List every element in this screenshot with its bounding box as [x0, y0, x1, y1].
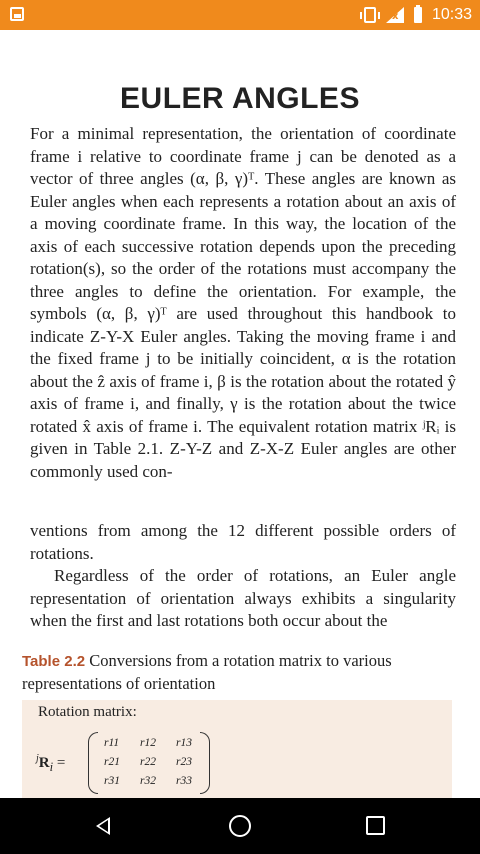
rotation-matrix — [88, 732, 210, 798]
gallery-icon — [10, 7, 24, 21]
paragraph-3: Regardless of the order of rotations, an Euler angle representation of orientation always exhibits a singularity when the first and last rotations both occur about the — [30, 566, 456, 630]
matrix-cell: r32 — [140, 775, 156, 787]
vibrate-icon — [364, 7, 376, 23]
matrix-cell: r22 — [140, 756, 156, 768]
signal-icon: x — [386, 7, 404, 23]
back-icon[interactable] — [96, 817, 110, 835]
right-paren — [200, 732, 210, 794]
section-heading: EULER ANGLES — [120, 82, 360, 115]
navigation-bar — [0, 798, 480, 854]
table-caption — [22, 650, 454, 695]
battery-icon — [414, 7, 422, 23]
table-box — [22, 700, 452, 798]
recent-apps-icon[interactable] — [366, 816, 385, 835]
status-bar — [0, 0, 480, 30]
paragraph-1: For a minimal representation, the orientation of coordinate frame i relative to coordinate frame j can be denoted as a vector of three angles (α, β, γ)ᵀ. These angles are known as Euler angles when each represents a rotation about an axis of a moving coordinate frame. In this way, the location of the axis of each successive rotation depends upon the preceding rotation(s), so the order of the rotations must accompany the three angles to define the orientation. For example, the symbols (α, β, γ)ᵀ are used throughout this handbook to indicate Z-Y-X Euler angles. Taking the moving frame i and the fixed frame j to be initially coincident, α is the rotation about the ẑ axis of frame i, β is the rotation about the rotated ŷ axis of frame i, and finally, γ is the rotation about the twice rotated x̂ axis of frame i. The equivalent rotation matrix ʲRᵢ is given in Table 2.1. Z-Y-Z and Z-X-Z Euler angles are other commonly used con- — [30, 124, 456, 481]
home-icon[interactable] — [229, 815, 251, 837]
rotation-matrix-label: Rotation matrix: — [38, 704, 137, 720]
matrix-cell: r23 — [176, 756, 192, 768]
left-paren — [88, 732, 98, 794]
matrix-cell: r12 — [140, 737, 156, 749]
matrix-cell: r13 — [176, 737, 192, 749]
paragraph-2: ventions from among the 12 different possible orders of rotations. — [30, 521, 456, 563]
table-label: Table 2.2 — [22, 653, 86, 670]
matrix-cell: r31 — [104, 775, 120, 787]
matrix-cell: r33 — [176, 775, 192, 787]
matrix-cell: r11 — [104, 737, 120, 749]
clock: 10:33 — [431, 6, 472, 23]
matrix-lhs: $^jR_i$ = — [36, 753, 66, 774]
table-caption-text: Conversions from a rotation matrix to various representations of orientation — [22, 651, 392, 693]
matrix-cell: r21 — [104, 756, 120, 768]
